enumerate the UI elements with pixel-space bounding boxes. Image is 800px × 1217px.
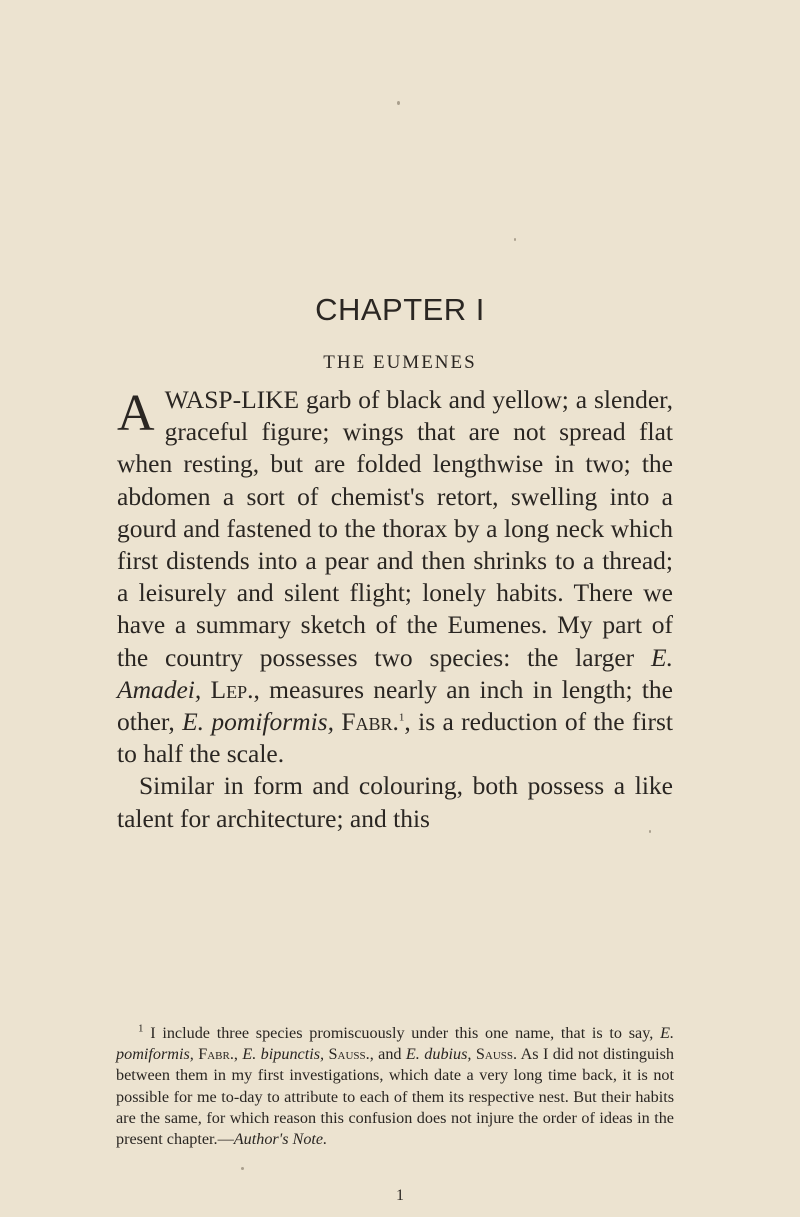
footnote-separator: , and xyxy=(369,1045,406,1064)
species-name: E. dubius, xyxy=(405,1045,472,1064)
paper-speck xyxy=(241,1167,244,1170)
footnote-reference[interactable]: 1 xyxy=(398,711,405,724)
paper-speck xyxy=(397,101,400,105)
page-number: 1 xyxy=(396,1187,404,1204)
footnote-text-a: I include three species promiscuously under this one name, that is to say, xyxy=(143,1024,661,1042)
footnote-text-b: As I did not distinguish between them in my first investigations, which date a very long time back, it is not possible for me to-day to attribute to each of them its respective nest. But their habits are the same, for which reason this confusion does not injure the order of ideas in the present chapter.— xyxy=(116,1045,675,1149)
chapter-heading: CHAPTER I xyxy=(315,292,485,327)
species-name: E. pomiformis, xyxy=(116,1024,674,1064)
drop-cap: A xyxy=(117,385,155,442)
paragraph-1-text-c: , is a reduction of the first to half the scale. xyxy=(117,707,674,769)
paragraph-1-text-a: WASP-LIKE garb of black and yellow; a slender, graceful figure; wings that are not spread flat when resting, but are folded lengthwise in two; the abdomen a sort of chemist's retort, swelling into a gourd and fastened to the thorax by a long neck which first distends into a pear and then shrinks to a thread; a leisurely and silent flight; lonely habits. There we have a summary sketch of the Eumenes. My part of the country possesses two species: the larger xyxy=(117,385,673,672)
species-author: Lep. xyxy=(210,674,254,704)
footnote-separator: , xyxy=(233,1045,243,1064)
footnote xyxy=(116,1023,674,1150)
footnote-attribution: Author's Note. xyxy=(233,1130,328,1149)
species-name: E. Amadei, xyxy=(117,642,673,704)
chapter-title: THE EUMENES xyxy=(323,352,477,373)
paragraph-1 xyxy=(117,384,673,770)
species-author: Fabr. xyxy=(198,1045,234,1064)
footnote-marker: 1 xyxy=(138,1022,144,1035)
paragraph-1-text-b: , measures nearly an inch in length; the other, xyxy=(117,674,673,737)
species-author: Sauss. xyxy=(328,1045,370,1064)
species-author: Fabr. xyxy=(341,707,399,737)
body-text xyxy=(117,384,673,835)
paragraph-2: Similar in form and colouring, both possess a like talent for architecture; and this xyxy=(117,771,673,833)
species-author: Sauss. xyxy=(475,1045,518,1064)
species-name: E. pomiformis, xyxy=(182,707,334,737)
paper-speck xyxy=(514,238,516,241)
species-name: E. bipunctis, xyxy=(242,1045,325,1064)
